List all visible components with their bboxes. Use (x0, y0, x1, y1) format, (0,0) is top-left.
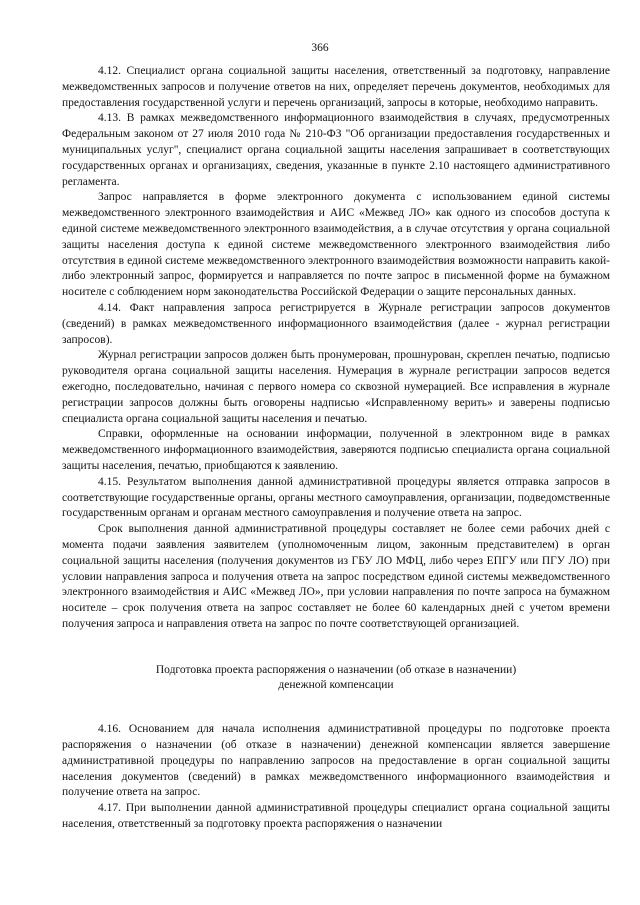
paragraph-request-form: Запрос направляется в форме электронного документа с использованием единой системы межведомственного электронного взаимодействия и АИС «Межвед ЛО» как одного из способов доступа к единой системе межведомственного электронного взаимодействия, а в случае отсутствия у органа социальной защиты населения доступа к единой системе межведомственного электронного взаимодействия либо отсутствия в единой системе межведомственного электронного взаимодействия возможности направить какой-либо электронный запрос, формируется и направляется по почте запрос в письменной форме на бумажном носителе с соблюдением норм законодательства Российской Федерации о защите персональных данных. (62, 191, 610, 299)
section-heading-line-2: денежной компенсации (278, 679, 394, 692)
paragraph-certificates: Справки, оформленные на основании информации, полученной в электронном виде в рамках межведомственного информационного взаимодействия, заверяются подписью специалиста органа социальной защиты населения, печатью, приобщаются к заявлению. (62, 428, 610, 472)
paragraph-4-15: 4.15. Результатом выполнения данной административной процедуры является отправка запросов в соответствующие государственные органы, органы местного самоуправления, организации, подведомственные государственным органам и органам местного самоуправления и получение ответа на запрос. (62, 475, 610, 520)
page-number: 366 (311, 42, 329, 54)
paragraph-4-17: 4.17. При выполнении данной административной процедуры специалист органа социальной защиты населения, ответственный за подготовку проекта распоряжения о назначении (62, 802, 610, 831)
section-heading (82, 663, 590, 695)
section-heading-line-1: Подготовка проекта распоряжения о назначении (об отказе в назначении) (155, 663, 517, 676)
paragraph-deadline: Срок выполнения данной административной процедуры составляет не более семи рабочих дней с момента подачи заявления заявителем (уполномоченным лицом, законным представителем) в орган социальной защиты населения (получения документов из ГБУ ЛО МФЦ, либо через ЕПГУ или ПГУ ЛО) при условии направления запроса и получения ответа на запрос посредством единой системы межведомственного электронного взаимодействия и АИС «Межвед ЛО», при условии направления по почте запроса на бумажном носителе – срок получения ответа на запрос составляет не более 60 календарных дней с учетом времени получения запроса и направления ответа на запрос по почте соответствующей организацией. (62, 523, 610, 630)
paragraph-4-13: 4.13. В рамках межведомственного информационного взаимодействия в случаях, предусмотренных Федеральным законом от 27 июля 2010 года № 210-ФЗ "Об организации предоставления государственных и муниципальных услуг", специалист органа социальной защиты населения запрашивает в соответствующих государственных органах и организациях, сведения, указанные в пункте 2.10 настоящего административного регламента. (62, 112, 610, 188)
paragraph-4-12: 4.12. Специалист органа социальной защиты населения, ответственный за подготовку, направление межведомственных запросов и получение ответов на них, определяет перечень документов, необходимых для предоставления государственной услуги и перечень организаций, запросы в которые, необходимо направить. (62, 65, 610, 109)
paragraph-4-16: 4.16. Основанием для начала исполнения административной процедуры по подготовке проекта распоряжения о назначении (об отказе в назначении) денежной компенсации является завершение административной процедуры по направлению запросов на предоставление в орган социальной защиты населения документов (сведений) в рамках межведомственного информационного взаимодействия и получение ответа на запрос. (62, 723, 610, 799)
document-body (62, 64, 610, 833)
paragraph-4-14: 4.14. Факт направления запроса регистрируется в Журнале регистрации запросов документов (сведений) в рамках межведомственного информационного взаимодействия (далее - журнал регистрации запросов). (62, 301, 610, 346)
paragraph-journal: Журнал регистрации запросов должен быть пронумерован, прошнурован, скреплен печатью, подписью руководителя органа социальной защиты населения. Нумерация в журнале регистрации запросов ведется ежегодно, последовательно, начиная с первого номера со сквозной нумерацией. Все исправления в журнале регистрации запросов должны быть оговорены надписью «Исправленному верить» и заверены подписью специалиста органа социальной защиты населения и печатью. (62, 349, 610, 425)
